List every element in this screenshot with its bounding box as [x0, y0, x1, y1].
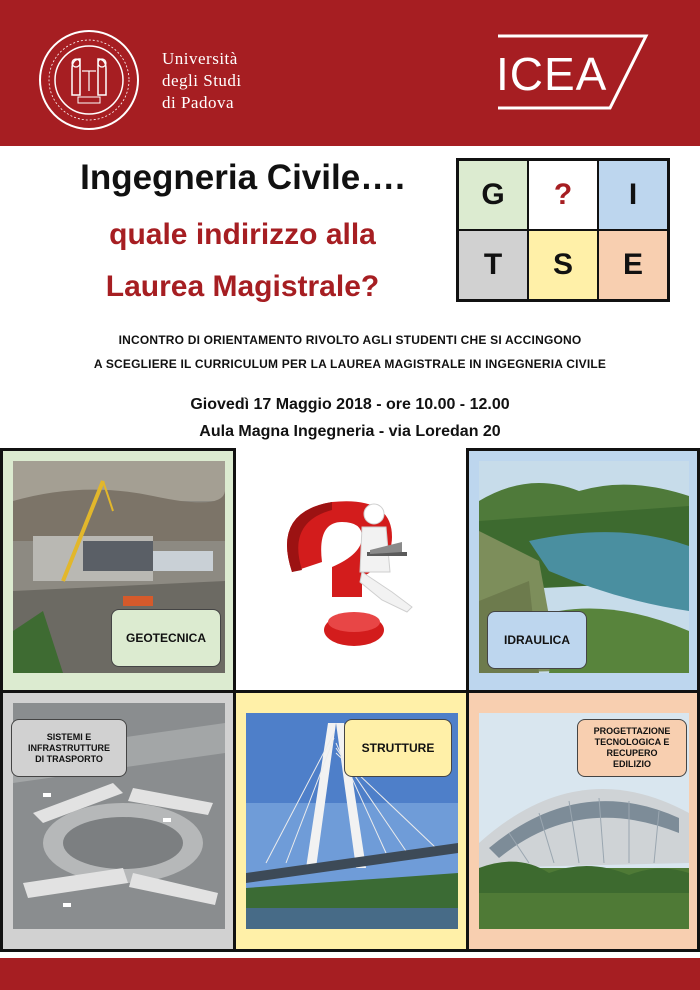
icea-logo — [490, 34, 650, 110]
tile-idraulica — [466, 448, 700, 693]
tile-label-line: PROGETTAZIONE — [593, 726, 671, 736]
university-name-line: degli Studi — [162, 71, 242, 90]
page-title: Ingegneria Civile…. — [80, 158, 405, 197]
tile-label-line: EDILIZIO — [613, 759, 651, 769]
tile-label-progettazione — [577, 719, 687, 777]
university-name — [162, 48, 242, 114]
page-subtitle-line-2: Laurea Magistrale? — [105, 270, 380, 303]
question-mark-figure-image — [262, 482, 438, 652]
university-name-line: Università — [162, 49, 238, 68]
tile-label-line: DI TRASPORTO — [35, 753, 103, 764]
university-seal-icon — [38, 29, 140, 131]
tile-label-line: TECNOLOGICA E — [594, 737, 670, 747]
event-date: Giovedì 17 Maggio 2018 - ore 10.00 - 12.00 — [190, 396, 510, 413]
tile-label-line: SISTEMI E — [46, 731, 92, 742]
tile-label-idraulica: IDRAULICA — [487, 611, 587, 669]
grid-cell-s: S — [528, 230, 598, 300]
header-band — [0, 0, 700, 146]
grid-cell-e: E — [598, 230, 668, 300]
event-location: Aula Magna Ingegneria - via Loredan 20 — [199, 423, 501, 440]
page-subtitle-line-1: quale indirizzo alla — [109, 218, 376, 251]
grid-cell-question: ? — [528, 160, 598, 230]
tile-label-line: INFRASTRUTTURE — [28, 742, 110, 753]
tile-label-trasporto — [11, 719, 127, 777]
event-description-line-1: INCONTRO DI ORIENTAMENTO RIVOLTO AGLI STUDENTI CHE SI ACCINGONO — [118, 333, 582, 347]
university-name-line: di Padova — [162, 93, 235, 112]
icea-logo-text: ICEA — [496, 48, 608, 100]
footer-band — [0, 958, 700, 990]
tile-strutture — [233, 690, 469, 952]
grid-cell-t: T — [458, 230, 528, 300]
tile-geotecnica — [0, 448, 236, 693]
curriculum-letter-grid — [456, 158, 670, 302]
grid-cell-i: I — [598, 160, 668, 230]
tile-label-geotecnica: GEOTECNICA — [111, 609, 221, 667]
event-description-line-2: A SCEGLIERE IL CURRICULUM PER LA LAUREA MAGISTRALE IN INGEGNERIA CIVILE — [93, 357, 607, 371]
grid-cell-g: G — [458, 160, 528, 230]
tile-progettazione — [466, 690, 700, 952]
tile-label-strutture: STRUTTURE — [344, 719, 452, 777]
tile-trasporto — [0, 690, 236, 952]
tile-label-line: RECUPERO — [606, 748, 658, 758]
